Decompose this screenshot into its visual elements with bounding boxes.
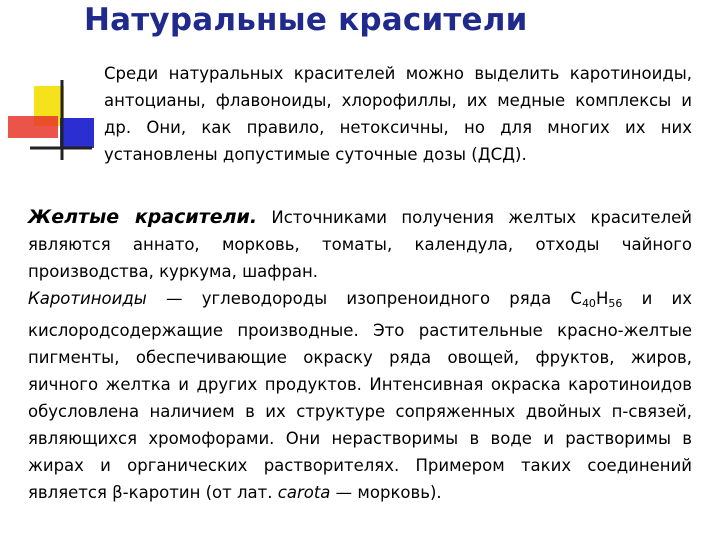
- decorative-logo: [0, 60, 110, 180]
- carotenoids-text-end: — морковь).: [330, 483, 442, 502]
- formula-carbon: С: [570, 289, 582, 308]
- latin-term: carota: [277, 483, 331, 502]
- intro-paragraph: Среди натуральных красителей можно выделить каротиноиды, антоцианы, флавоноиды, хлорофиллы, их медные комплексы и др. Они, как правило, нетоксичны, но для многих их них установлены допустимые суточные дозы (ДСД).: [104, 64, 692, 164]
- formula-carbon-count: 40: [581, 297, 596, 310]
- carotenoids-text-a: — углеводороды изопреноидного ряда: [146, 289, 571, 308]
- carotenoids-paragraph: [28, 285, 692, 506]
- yellow-dyes-heading: Желтые красители.: [28, 206, 258, 228]
- formula-hydrogen: Н: [595, 289, 609, 308]
- yellow-dyes-paragraph: [28, 204, 692, 285]
- carotenoids-term: Каротиноиды: [28, 289, 147, 308]
- logo-red-bar: [8, 116, 58, 138]
- carotenoid-formula: [570, 289, 622, 308]
- body-text: [28, 204, 692, 506]
- slide-title: Натуральные красители: [84, 2, 528, 38]
- yellow-dyes-text: Источниками получения желтых красителей являются аннато, морковь, томаты, календула, отходы чайного производства, куркума, шафран.: [28, 208, 693, 281]
- formula-hydrogen-count: 56: [608, 297, 623, 310]
- carotenoids-text-b: и их кислородсодержащие производные. Это растительные красно-желтые пигменты, обеспечивающие окраску ряда овощей, фруктов, жиров, яичного желтка и других продуктов. Интенсивная окраска каротиноидов обусловлена наличием в их структуре сопряженных двойных п-связей, являющихся хромофорами. Они нерастворимы в воде и растворимы в жирах и органических растворителях. Примером таких соединений является β-каротин (от лат.: [28, 289, 692, 502]
- logo-blue-square: [60, 118, 94, 148]
